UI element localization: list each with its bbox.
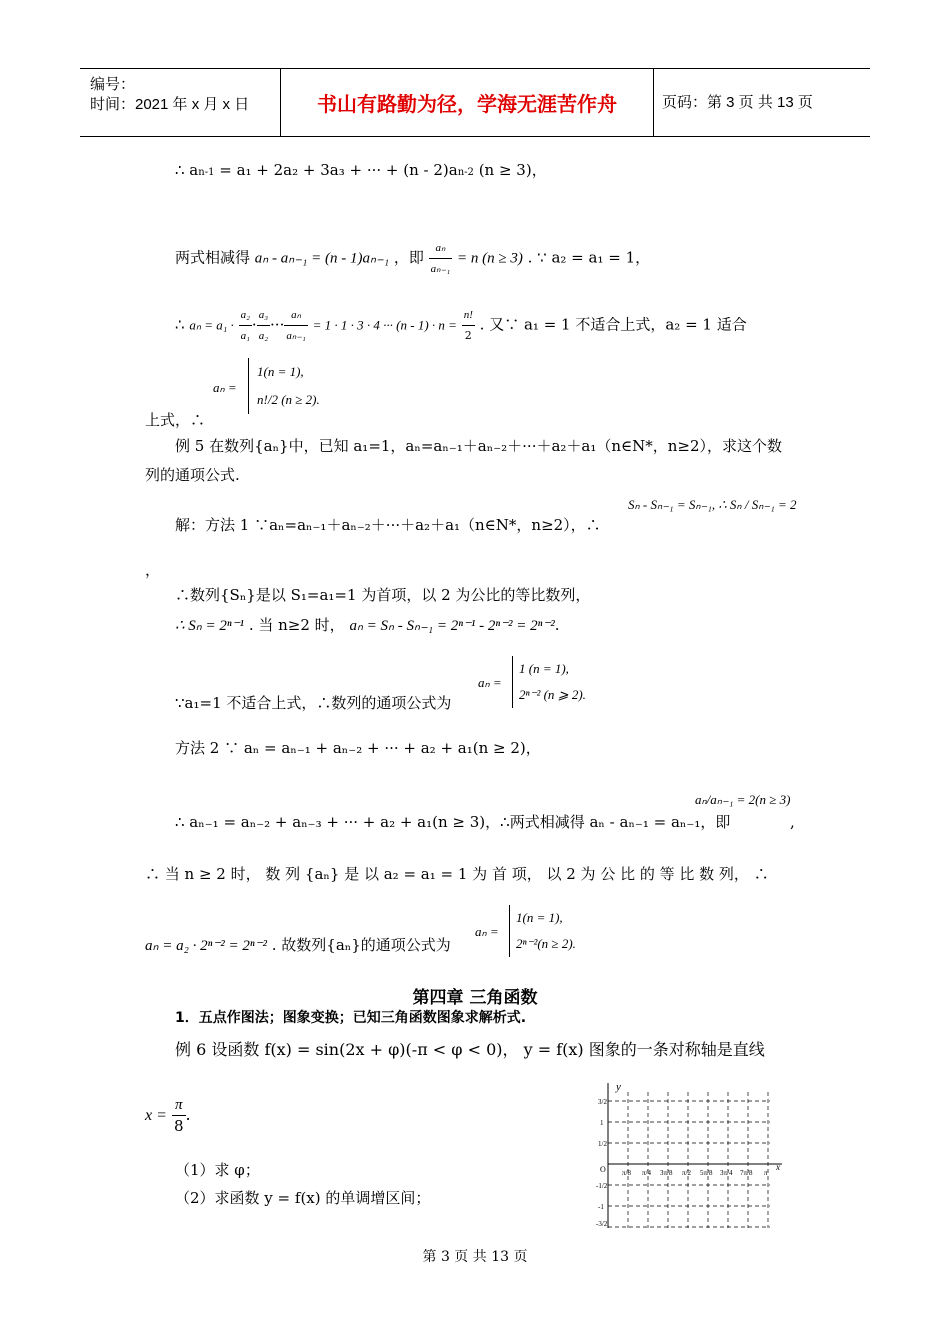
piecewise-an-2: aₙ = <box>478 675 502 690</box>
y-tick: -3/2 <box>596 1220 608 1228</box>
eq-text: x = <box>145 1107 167 1124</box>
topic-title: 1．五点作图法；图象变换；已知三角函数图象求解析式. <box>175 1010 527 1026</box>
x-axis-label: x <box>776 1162 780 1172</box>
method-2-d <box>145 935 451 956</box>
solution-1: 解：方法 1 ∵aₙ=aₙ₋₁＋aₙ₋₂＋···＋a₂＋a₁（n∈N*，n≥2），∴ <box>175 516 601 534</box>
eq-text: (n ≥ 3)， <box>478 161 547 179</box>
eq-text: aₙ = a₂ · 2ⁿ⁻² = 2ⁿ⁻² <box>145 938 267 954</box>
method-2: 方法 2 ∵ aₙ = aₙ₋₁ + aₙ₋₂ + ··· + a₂ + a₁(n ≥ 2)， <box>175 739 541 757</box>
x-tick: π/4 <box>642 1169 651 1177</box>
comma-2: , <box>790 813 795 831</box>
eq-line-3: ∴ aₙ = a₁ · $\frac{\text{a₂}}{\text{a₁}}$ · $\frac{\text{a₃}}{\text{a₂}}$ ··· $\frac{\text{aₙ}}{\text{aₙ₋₁}}$ = 1 · 1 · 3 · 4 ··· (n - 1) · n = $\frac{n!}{2}$ . 又∵ a₁ = 1 不适合上式，a₂ = 1 适合 <box>175 305 747 346</box>
eq-text: aₙ = Sₙ - Sₙ₋₁ = 2ⁿ⁻¹ - 2ⁿ⁻² = 2ⁿ⁻² <box>349 618 555 634</box>
method-2-b: ∴ aₙ₋₁ = aₙ₋₂ + aₙ₋₃ + ··· + a₂ + a₁(n ≥ 3)，∴两式相减得 aₙ - aₙ₋₁ = aₙ₋₁，即 <box>175 813 731 831</box>
y-tick: -1 <box>598 1203 604 1211</box>
x-tick: 3π/8 <box>660 1169 673 1177</box>
eq-text: ，即 <box>393 248 424 267</box>
y-tick: -1/2 <box>596 1182 608 1190</box>
eq-text: 上式，∴ <box>145 411 206 429</box>
piecewise-cases: 1(n = 1), n!/2 (n ≥ 2). <box>248 358 320 414</box>
x-tick: 7π/8 <box>740 1169 753 1177</box>
eq-line-4 <box>145 410 205 430</box>
header-meta <box>80 69 281 136</box>
number-label: 编号： <box>90 76 136 93</box>
page-footer: 第 3 页 共 13 页 <box>422 1249 528 1265</box>
x-tick: 5π/8 <box>700 1169 713 1177</box>
piecewise-an-3: aₙ = <box>475 924 499 939</box>
eq-text: . ∵ a₂ = a₁ = 1， <box>527 248 651 267</box>
eq-text: = a₁ + 2a₂ + 3a₃ + ··· + (n - 2)a <box>219 161 458 179</box>
y-tick: 3/2 <box>598 1098 607 1106</box>
comma: ， <box>145 561 161 579</box>
coordinate-grid <box>590 1080 790 1230</box>
y-tick: 1 <box>600 1119 604 1127</box>
x-tick: π/2 <box>682 1169 691 1177</box>
ex6-x-eq: x = $\frac{\pi}{8}$ . <box>145 1097 191 1135</box>
example-6: 例 6 设函数 f(x) = sin(2x + φ)(-π < φ < 0)， y = f(x) 图象的一条对称轴是直线 <box>175 1040 765 1059</box>
time-label: 时间：2021 年 x 月 x 日 <box>90 96 250 113</box>
y-axis-label: y <box>616 1081 621 1093</box>
eq-text: ∴ a <box>175 161 199 179</box>
eq-ratio-2: aₙ/aₙ₋₁ = 2(n ≥ 3) <box>695 792 791 807</box>
eq-line-1: ∴ an-1 = a₁ + 2a₂ + 3a₃ + ··· + (n - 2)an-2 (n ≥ 3)， <box>175 161 547 179</box>
question-2: （2）求函数 y = f(x) 的单调增区间； <box>175 1189 431 1207</box>
method-2-c: ∴ 当 n ≥ 2 时， 数 列 {aₙ} 是 以 a₂ = a₁ = 1 为 首 项， 以 2 为 公 比 的 等 比 数 列， ∴ <box>145 865 769 883</box>
x-tick: π/8 <box>622 1169 631 1177</box>
seq-line-1: ∴数列{Sₙ}是以 S₁=a₁=1 为首项，以 2 为公比的等比数列， <box>175 586 591 604</box>
x-tick: π <box>764 1169 768 1177</box>
fraction: $\frac{\text{aₙ}}{\text{aₙ₋₁}}$ <box>429 238 453 279</box>
question-1: （1）求 φ； <box>175 1161 260 1179</box>
x-tick: 3π/4 <box>720 1169 733 1177</box>
page-info: 页码：第 3 页 共 13 页 <box>662 94 813 111</box>
eq-text: 两式相减得 <box>175 248 251 267</box>
eq-text: . 故数列{aₙ}的通项公式为 <box>271 936 451 954</box>
seq-line-2: ∴ Sₙ = 2ⁿ⁻¹ . 当 n≥2 时， aₙ = Sₙ - Sₙ₋₁ = 2ⁿ⁻¹ - 2ⁿ⁻² = 2ⁿ⁻². <box>175 616 560 634</box>
piecewise-an: aₙ = <box>213 380 237 395</box>
motto: 书山有路勤为径，学海无涯苦作舟 <box>281 69 654 136</box>
eq-text: . 又∵ a₁ = 1 不适合上式，a₂ = 1 适合 <box>479 315 747 334</box>
origin-label: O <box>600 1165 606 1174</box>
eq-sn-ratio: Sₙ - Sₙ₋₁ = Sₙ₋₁, ∴ Sₙ / Sₙ₋₁ = 2 <box>628 497 797 512</box>
eq-text: ∴ Sₙ = 2ⁿ⁻¹ <box>175 618 245 634</box>
chapter-title: 第四章 三角函数 <box>412 988 538 1008</box>
page-header <box>80 68 870 137</box>
eq-line-2: 两式相减得 aₙ - aₙ₋₁ = (n - 1)aₙ₋₁ ，即 $\frac{\text{aₙ}}{\text{aₙ₋₁}}$ = n (n ≥ 3) . ∵ a₂ = a₁ = 1， <box>175 238 650 279</box>
eq-text: ∴ <box>175 315 185 334</box>
piecewise-cases-3: 1(n = 1), 2ⁿ⁻²(n ≥ 2). <box>509 905 576 957</box>
piecewise-cases-2: 1 (n = 1), 2ⁿ⁻² (n ⩾ 2). <box>512 656 586 708</box>
eq-text: . 当 n≥2 时， <box>248 616 345 634</box>
seq-line-3: ∵a₁=1 不适合上式，∴数列的通项公式为 <box>175 694 452 712</box>
y-tick: 1/2 <box>598 1140 607 1148</box>
example-5: 例 5 在数列{aₙ}中，已知 a₁=1，aₙ=aₙ₋₁＋aₙ₋₂＋···＋a₂＋a₁（n∈N*，n≥2），求这个数 <box>175 437 783 455</box>
example-5-cont: 列的通项公式. <box>145 466 240 484</box>
